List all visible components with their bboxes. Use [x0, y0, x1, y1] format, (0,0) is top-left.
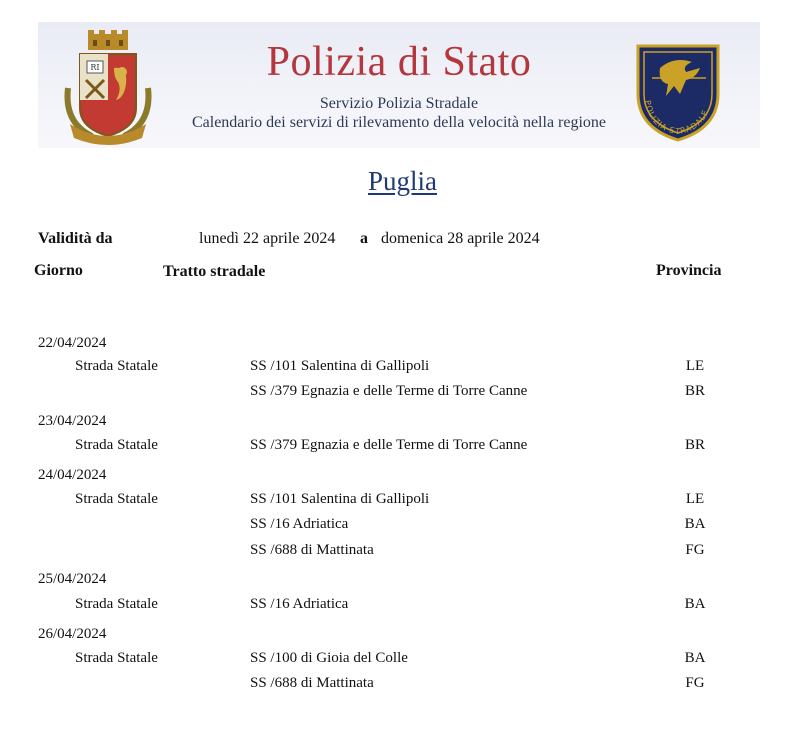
province-code: BA — [684, 596, 706, 612]
province-code: FG — [685, 542, 705, 558]
schedule-date: 23/04/2024 — [38, 413, 107, 429]
province-code: FG — [685, 675, 705, 691]
province-code: BA — [684, 650, 706, 666]
column-header-province: Provincia — [656, 262, 722, 279]
road-type: Strada Statale — [75, 358, 158, 374]
road-type: Strada Statale — [75, 650, 158, 666]
road-segment: SS /379 Egnazia e delle Terme di Torre Canne — [250, 383, 528, 399]
schedule-date: 25/04/2024 — [38, 571, 107, 587]
page-title: Polizia di Stato — [266, 39, 532, 85]
road-segment: SS /688 di Mattinata — [250, 675, 374, 691]
road-segment: SS /100 di Gioia del Colle — [250, 650, 408, 666]
svg-text:RI: RI — [90, 63, 100, 72]
province-code: BA — [684, 516, 706, 532]
road-segment: SS /16 Adriatica — [250, 516, 349, 532]
road-type: Strada Statale — [75, 596, 158, 612]
column-header-day: Giorno — [34, 262, 83, 279]
province-code: LE — [685, 358, 705, 374]
calendar-subtitle: Calendario dei servizi di rilevamento della velocità nella regione — [191, 114, 607, 131]
schedule-date: 24/04/2024 — [38, 467, 107, 483]
province-code: BR — [684, 383, 705, 399]
province-code: BR — [684, 437, 705, 453]
column-header-road: Tratto stradale — [163, 263, 266, 280]
validity-label: Validità da — [38, 230, 113, 247]
svg-text:POLIZIA STRADALE: POLIZIA STRADALE — [642, 99, 711, 137]
region-title: Puglia — [367, 166, 437, 196]
road-type: Strada Statale — [75, 491, 158, 507]
road-segment: SS /379 Egnazia e delle Terme di Torre Canne — [250, 437, 528, 453]
validity-to-date: domenica 28 aprile 2024 — [381, 230, 540, 247]
road-segment: SS /688 di Mattinata — [250, 542, 374, 558]
schedule-date: 22/04/2024 — [38, 335, 107, 351]
road-segment: SS /101 Salentina di Gallipoli — [250, 358, 430, 374]
schedule-date: 26/04/2024 — [38, 626, 107, 642]
province-code: LE — [685, 491, 705, 507]
validity-from-date: lunedì 22 aprile 2024 — [199, 230, 336, 247]
road-segment: SS /16 Adriatica — [250, 596, 349, 612]
service-subtitle: Servizio Polizia Stradale — [319, 95, 479, 112]
road-type: Strada Statale — [75, 437, 158, 453]
validity-separator: a — [360, 230, 368, 247]
road-segment: SS /101 Salentina di Gallipoli — [250, 491, 430, 507]
